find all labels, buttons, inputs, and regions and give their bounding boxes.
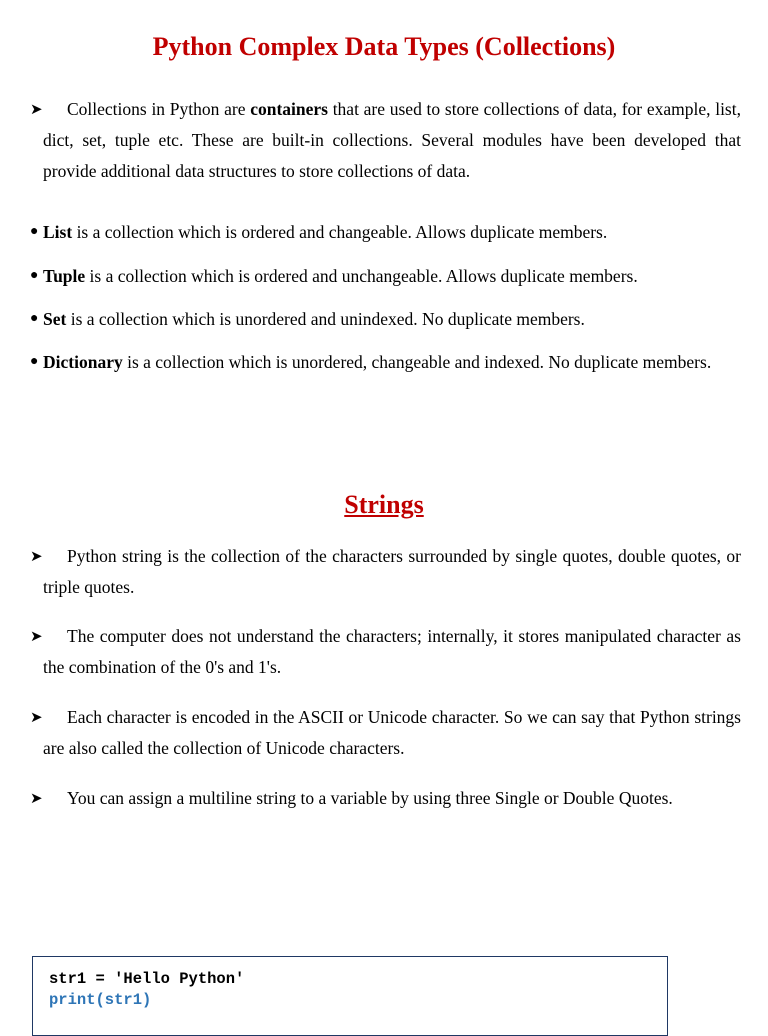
strings-point-3 — [30, 702, 741, 764]
bullet-term: Dictionary — [43, 352, 123, 372]
strings-point-text: Python string is the collection of the characters surrounded by single quotes, double quotes, or triple quotes. — [43, 546, 741, 597]
arrow-bullet-icon: ➤ — [30, 627, 43, 645]
arrow-bullet-icon: ➤ — [30, 708, 43, 726]
bullet-tuple — [30, 266, 741, 286]
strings-point-text: The computer does not understand the characters; internally, it stores manipulated character as the combination of the 0's and 1's. — [43, 626, 741, 677]
page-title: Python Complex Data Types (Collections) — [152, 32, 616, 61]
strings-point-text: You can assign a multiline string to a variable by using three Single or Double Quotes. — [67, 788, 673, 808]
strings-point-2 — [30, 621, 741, 683]
code-block — [32, 956, 668, 1036]
intro-bold-term: containers — [250, 99, 328, 119]
bullet-list — [30, 222, 741, 242]
intro-suffix: that are used to store collections of data, for example, list, dict, set, tuple etc. These are built-in collections. Several modules have been developed that provide additional data structures to store collections of data. — [43, 99, 741, 181]
code-line-1: str1 = 'Hello Python' — [49, 970, 245, 988]
bullet-dot-icon: ● — [30, 311, 39, 326]
bullet-dictionary — [30, 352, 741, 372]
bullet-text: is a collection which is ordered and changeable. Allows duplicate members. — [72, 222, 608, 242]
bullet-dot-icon: ● — [30, 224, 39, 239]
bullet-text: is a collection which is unordered, changeable and indexed. No duplicate members. — [122, 352, 712, 372]
intro-paragraph — [30, 94, 741, 187]
bullet-term: Tuple — [43, 266, 86, 286]
bullet-term: Set — [43, 309, 67, 329]
bullet-text: is a collection which is ordered and unchangeable. Allows duplicate members. — [85, 266, 638, 286]
arrow-bullet-icon: ➤ — [30, 547, 43, 565]
strings-point-4 — [30, 783, 741, 814]
bullet-term: List — [43, 222, 73, 242]
bullet-dot-icon: ● — [30, 268, 39, 283]
bullet-dot-icon: ● — [30, 354, 39, 369]
intro-text — [30, 94, 741, 187]
arrow-bullet-icon: ➤ — [30, 100, 43, 118]
bullet-set — [30, 309, 741, 329]
strings-point-text: Each character is encoded in the ASCII or Unicode character. So we can say that Python strings are also called the collection of Unicode characters. — [43, 707, 741, 758]
bullet-text: is a collection which is unordered and unindexed. No duplicate members. — [66, 309, 585, 329]
strings-point-1 — [30, 541, 741, 603]
intro-prefix: Collections in Python are — [67, 99, 251, 119]
code-line-2: print(str1) — [49, 991, 152, 1009]
section-heading-strings: Strings — [344, 490, 424, 519]
arrow-bullet-icon: ➤ — [30, 789, 43, 807]
